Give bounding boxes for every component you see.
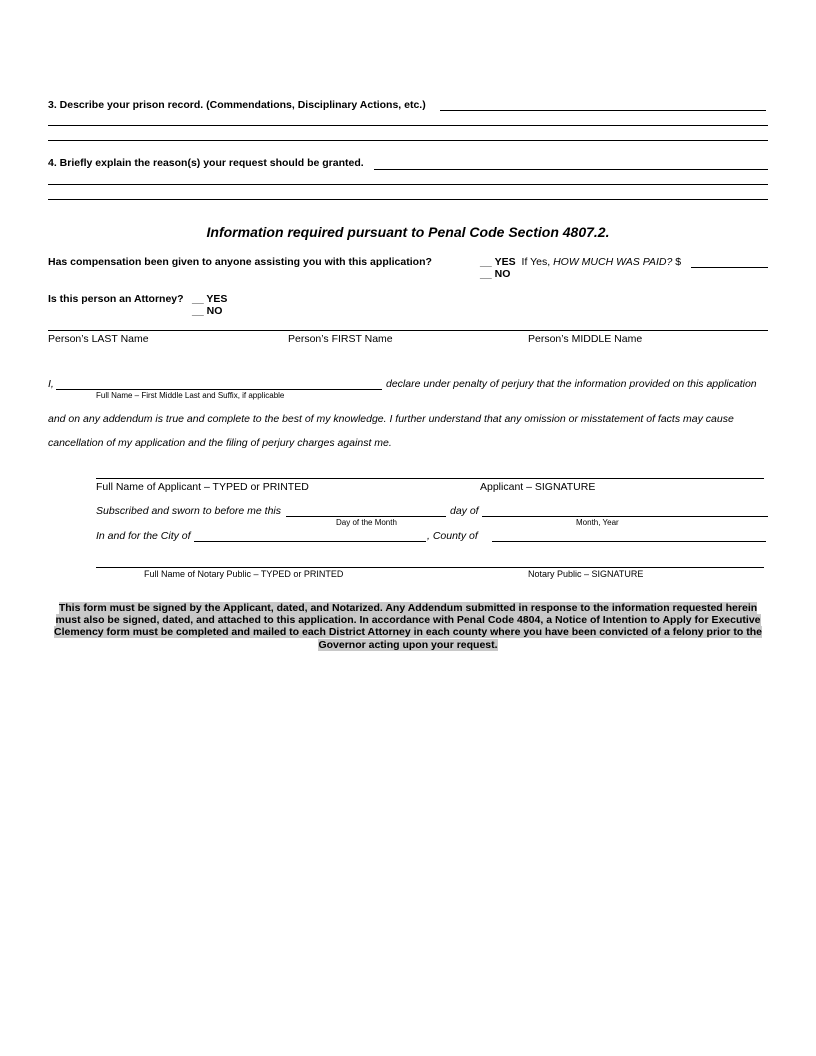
notary-name-label: Full Name of Notary Public – TYPED or PRINTED	[144, 569, 344, 579]
compensation-yes-option[interactable]	[480, 256, 681, 268]
notice-line-4: Governor acting upon your request.	[318, 638, 498, 651]
attorney-yes-option[interactable]	[192, 293, 227, 305]
declaration-prefix: I,	[48, 378, 54, 390]
applicant-signature-label: Applicant – SIGNATURE	[480, 481, 596, 493]
notice-line-3: Clemency form must be completed and mailed to each District Attorney in each county where you have been convicted of a felony prior to the	[54, 626, 762, 639]
compensation-how-much: HOW MUCH WAS PAID?	[553, 256, 673, 268]
sworn-day-hint: Day of the Month	[336, 518, 397, 527]
applicant-signature-line[interactable]	[96, 478, 764, 479]
sworn-day-of: day of	[450, 505, 479, 517]
sworn-month-hint: Month, Year	[576, 518, 619, 527]
q3-label: 3. Describe your prison record. (Commendations, Disciplinary Actions, etc.)	[48, 99, 426, 111]
amount-paid-line[interactable]	[691, 267, 768, 268]
notice-line-1: This form must be signed by the Applicant, dated, and Notarized. Any Addendum submitted in response to the information requested herein	[58, 602, 758, 614]
q3-answer-line-2[interactable]	[48, 125, 768, 126]
compensation-no-option[interactable]	[480, 268, 510, 280]
currency-symbol: $	[675, 256, 682, 268]
q4-answer-line-3[interactable]	[48, 199, 768, 200]
city-line[interactable]	[194, 541, 426, 542]
notice-line-2: must also be signed, dated, and attached to this application. In accordance with Penal Code 4804, a Notice of Intention to Apply for Executive	[55, 614, 761, 627]
declarant-name-hint: Full Name – First Middle Last and Suffix, if applicable	[96, 391, 285, 400]
sworn-prefix: Subscribed and sworn to before me this	[96, 505, 282, 517]
compensation-no-blank: __	[480, 268, 492, 280]
q4-answer-line-2[interactable]	[48, 184, 768, 185]
notary-signature-label: Notary Public – SIGNATURE	[528, 569, 644, 579]
declaration-suffix: declare under penalty of perjury that the information provided on this application	[386, 378, 757, 390]
declaration-line-3: cancellation of my application and the filing of perjury charges against me.	[48, 437, 392, 449]
compensation-no-label: NO	[494, 268, 511, 280]
q4-label: 4. Briefly explain the reason(s) your request should be granted.	[48, 157, 364, 169]
city-prefix: In and for the City of	[96, 530, 191, 542]
sworn-month-year-line[interactable]	[482, 516, 768, 517]
compensation-yes-blank: __	[480, 256, 492, 268]
attorney-yes-blank: __	[192, 293, 204, 305]
compensation-yes-label: YES	[494, 256, 516, 268]
person-name-line[interactable]	[48, 330, 768, 331]
person-first-name-label: Person’s FIRST Name	[288, 333, 393, 345]
attorney-no-option[interactable]	[192, 305, 222, 317]
q4-answer-line-1[interactable]	[374, 169, 768, 170]
person-middle-name-label: Person’s MIDDLE Name	[528, 333, 643, 345]
notice-block	[48, 602, 768, 651]
person-last-name-label: Person’s LAST Name	[48, 333, 149, 345]
compensation-question: Has compensation been given to anyone assisting you with this application?	[48, 256, 432, 268]
county-line[interactable]	[492, 541, 766, 542]
attorney-no-blank: __	[192, 305, 204, 317]
sworn-day-line[interactable]	[286, 516, 446, 517]
section-title: Information required pursuant to Penal Code Section 4807.2.	[206, 224, 610, 240]
q3-answer-line-3[interactable]	[48, 140, 768, 141]
declarant-name-line[interactable]	[56, 389, 382, 390]
compensation-if-yes: If Yes,	[521, 256, 551, 268]
notary-signature-line[interactable]	[96, 567, 764, 568]
q3-answer-line-1[interactable]	[440, 110, 766, 111]
attorney-yes-label: YES	[206, 293, 228, 305]
attorney-question: Is this person an Attorney?	[48, 293, 184, 305]
applicant-name-label: Full Name of Applicant – TYPED or PRINTED	[96, 481, 309, 493]
attorney-no-label: NO	[206, 305, 223, 317]
declaration-line-2: and on any addendum is true and complete to the best of my knowledge. I further understand that any omission or misstatement of facts may cause	[48, 413, 734, 425]
county-prefix: , County of	[427, 530, 478, 542]
